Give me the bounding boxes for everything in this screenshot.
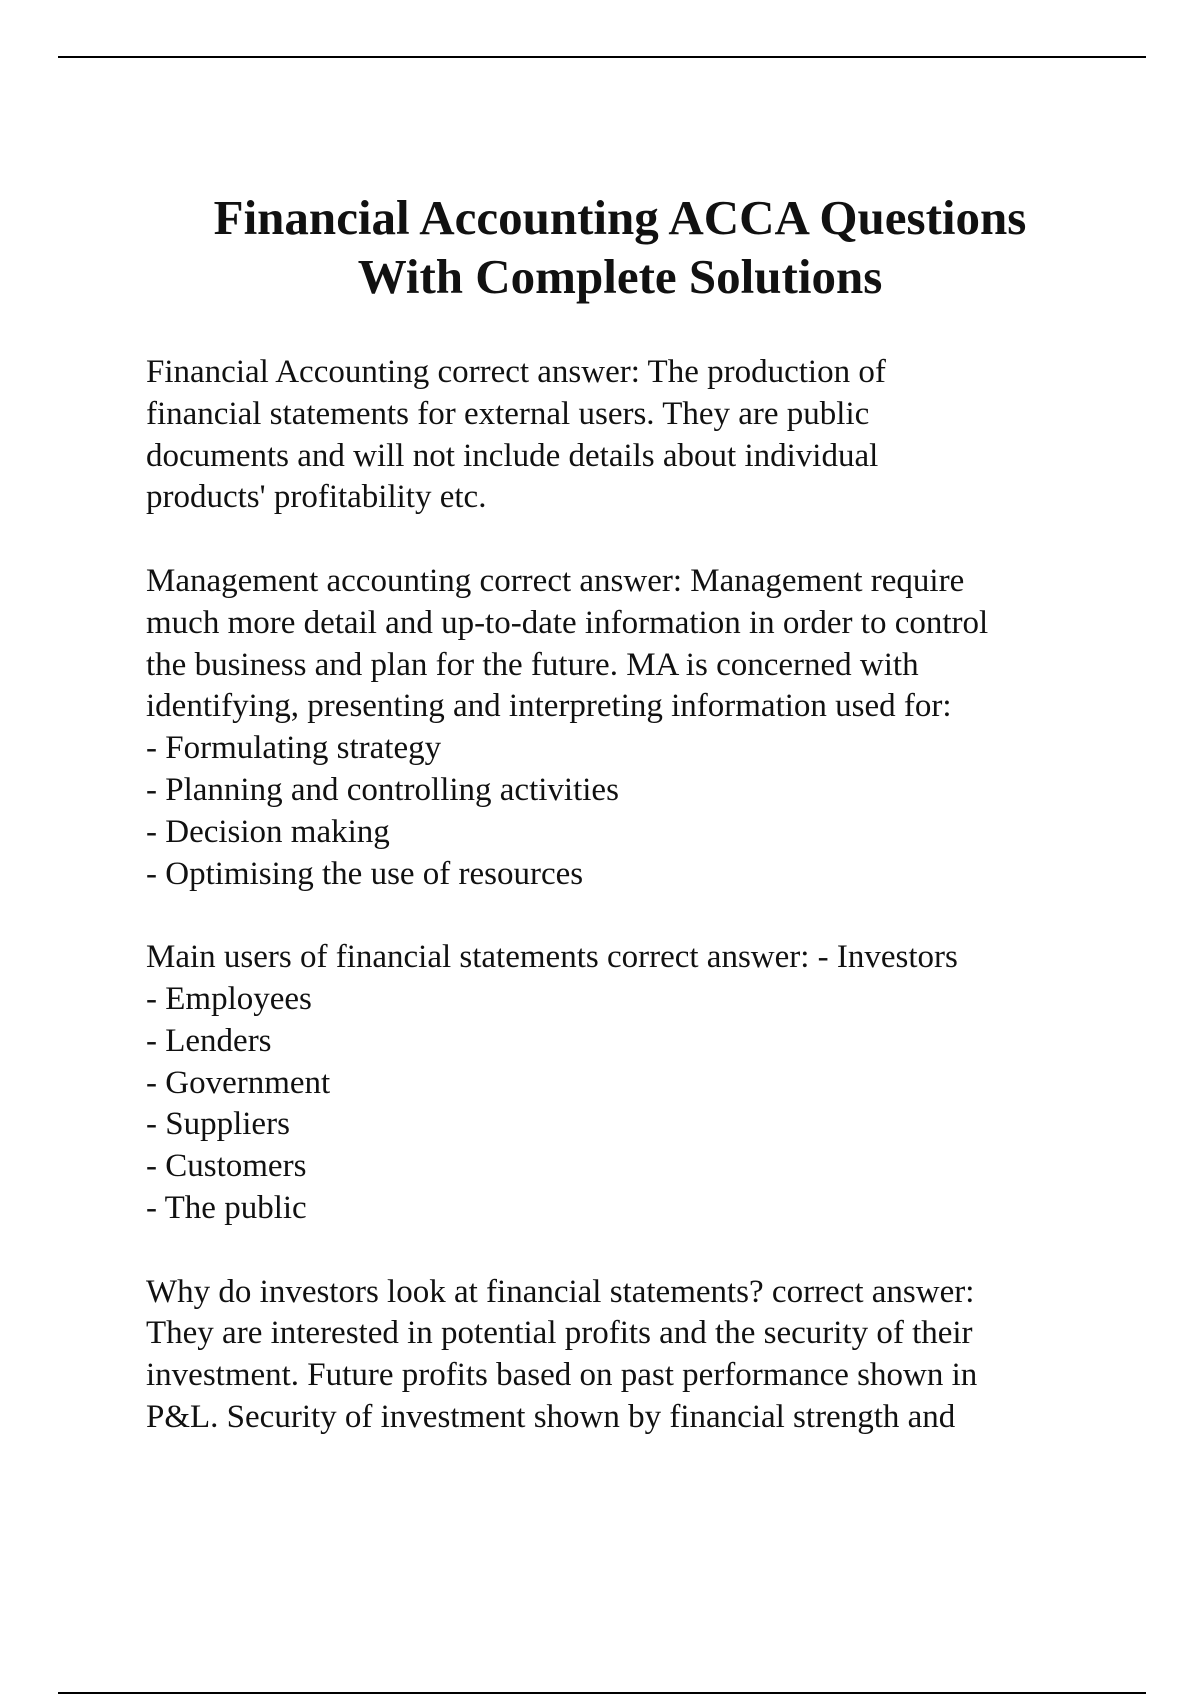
text-line: much more detail and up-to-date information in order to control: [146, 604, 989, 641]
text-line: P&L. Security of investment shown by financial strength and: [146, 1398, 956, 1435]
text-line: Main users of financial statements correct answer: - Investors: [146, 939, 958, 976]
list-item: - Suppliers: [146, 1106, 290, 1143]
qa-investors: [146, 1272, 1146, 1439]
title-line: Financial Accounting ACCA Questions: [213, 190, 1027, 245]
list-item: - Customers: [146, 1148, 307, 1185]
text-line: products' profitability etc.: [146, 479, 487, 516]
document-body: [146, 352, 1146, 1481]
title-line: With Complete Solutions: [357, 249, 883, 304]
list-item: - Planning and controlling activities: [146, 771, 619, 808]
text-line: financial statements for external users. They are public: [146, 395, 870, 432]
top-divider: [58, 56, 1146, 58]
list-item: - Employees: [146, 980, 312, 1017]
text-line: identifying, presenting and interpreting information used for:: [146, 688, 952, 725]
list-item: - Lenders: [146, 1022, 272, 1059]
text-line: Management accounting correct answer: Management require: [146, 562, 965, 599]
list-item: - Government: [146, 1064, 331, 1101]
bottom-divider: [58, 1692, 1146, 1694]
qa-main-users: [146, 937, 1146, 1230]
text-line: Why do investors look at financial statements? correct answer:: [146, 1273, 975, 1310]
text-line: the business and plan for the future. MA is concerned with: [146, 646, 919, 683]
list-item: - Formulating strategy: [146, 730, 442, 767]
list-item: - The public: [146, 1189, 307, 1226]
text-line: investment. Future profits based on past performance shown in: [146, 1357, 978, 1394]
text-line: documents and will not include details about individual: [146, 437, 879, 474]
text-line: Financial Accounting correct answer: The production of: [146, 354, 886, 390]
qa-financial-accounting: [146, 352, 1146, 519]
list-item: - Optimising the use of resources: [146, 855, 584, 892]
page-title: [100, 188, 1140, 306]
qa-management-accounting: [146, 561, 1146, 895]
list-item: - Decision making: [146, 813, 390, 850]
text-line: They are interested in potential profits and the security of their: [146, 1315, 973, 1352]
